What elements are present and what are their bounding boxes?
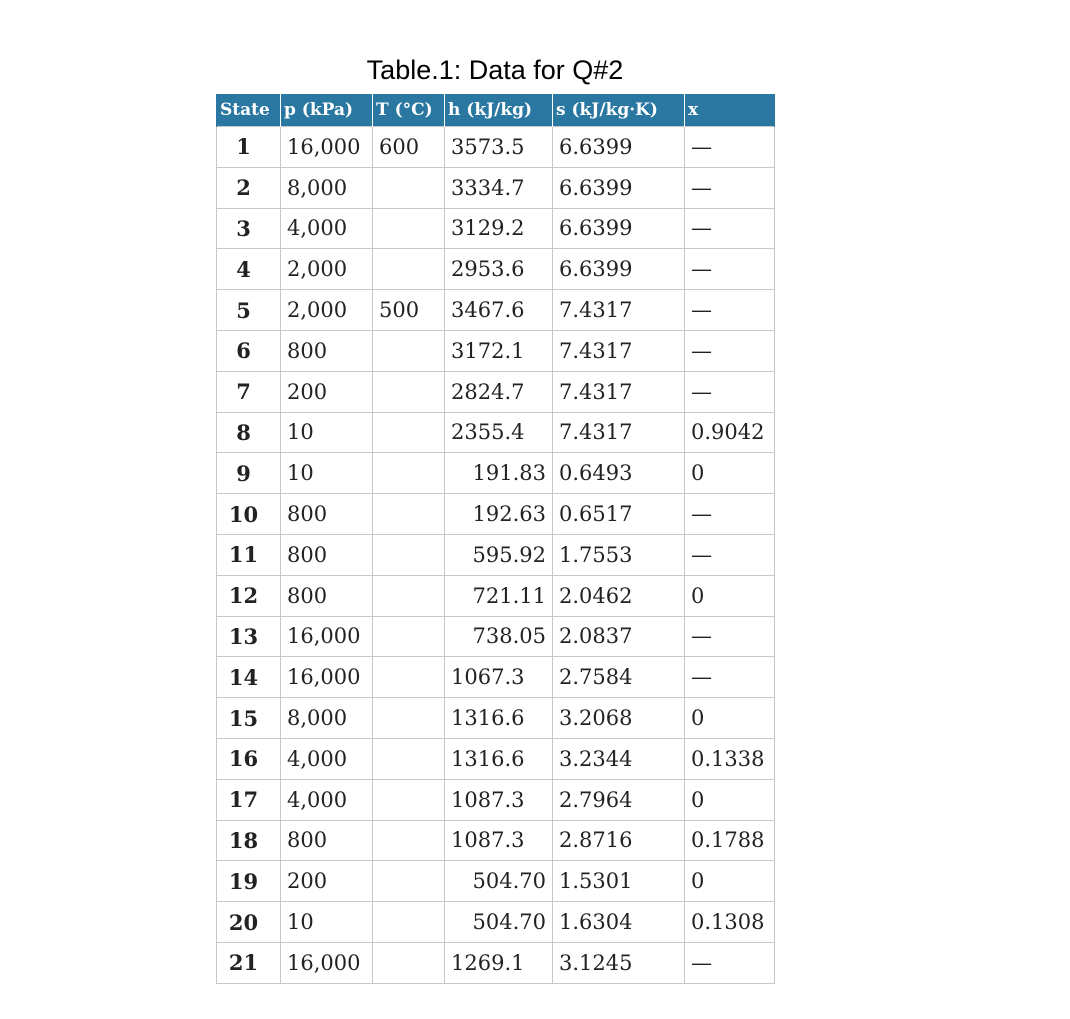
cell-temperature — [373, 208, 445, 249]
cell-state: 10 — [217, 494, 281, 535]
cell-entropy: 7.4317 — [553, 371, 685, 412]
cell-quality: 0 — [685, 453, 775, 494]
cell-state: 17 — [217, 779, 281, 820]
cell-quality: 0.1788 — [685, 820, 775, 861]
cell-pressure: 10 — [281, 902, 373, 943]
data-table — [216, 94, 775, 984]
cell-enthalpy: 721.11 — [445, 575, 553, 616]
cell-state: 6 — [217, 330, 281, 371]
cell-state: 14 — [217, 657, 281, 698]
table-row — [217, 942, 775, 983]
cell-pressure: 4,000 — [281, 208, 373, 249]
table-row — [217, 861, 775, 902]
cell-pressure: 800 — [281, 575, 373, 616]
cell-pressure: 16,000 — [281, 616, 373, 657]
table-header — [217, 94, 775, 127]
table-row — [217, 167, 775, 208]
cell-pressure: 800 — [281, 494, 373, 535]
cell-enthalpy: 1316.6 — [445, 738, 553, 779]
cell-temperature — [373, 412, 445, 453]
cell-quality: 0.1338 — [685, 738, 775, 779]
cell-temperature — [373, 698, 445, 739]
table-row — [217, 657, 775, 698]
cell-quality: — — [685, 127, 775, 168]
cell-entropy: 3.2068 — [553, 698, 685, 739]
cell-enthalpy: 1067.3 — [445, 657, 553, 698]
cell-enthalpy: 738.05 — [445, 616, 553, 657]
table-caption: Table.1: Data for Q#2 — [366, 55, 624, 85]
cell-temperature — [373, 167, 445, 208]
cell-state: 9 — [217, 453, 281, 494]
cell-pressure: 8,000 — [281, 698, 373, 739]
cell-quality: — — [685, 290, 775, 331]
cell-enthalpy: 3573.5 — [445, 127, 553, 168]
table-row — [217, 820, 775, 861]
cell-enthalpy: 504.70 — [445, 861, 553, 902]
cell-state: 7 — [217, 371, 281, 412]
cell-state: 3 — [217, 208, 281, 249]
cell-state: 16 — [217, 738, 281, 779]
table-row — [217, 779, 775, 820]
cell-state: 2 — [217, 167, 281, 208]
cell-pressure: 8,000 — [281, 167, 373, 208]
cell-temperature — [373, 534, 445, 575]
cell-enthalpy: 3172.1 — [445, 330, 553, 371]
cell-state: 13 — [217, 616, 281, 657]
cell-enthalpy: 3467.6 — [445, 290, 553, 331]
cell-entropy: 6.6399 — [553, 167, 685, 208]
cell-temperature — [373, 575, 445, 616]
cell-quality: — — [685, 494, 775, 535]
table-row — [217, 249, 775, 290]
cell-entropy: 1.6304 — [553, 902, 685, 943]
cell-enthalpy: 2953.6 — [445, 249, 553, 290]
cell-quality: — — [685, 616, 775, 657]
cell-temperature — [373, 820, 445, 861]
cell-state: 20 — [217, 902, 281, 943]
cell-temperature — [373, 330, 445, 371]
cell-pressure: 800 — [281, 534, 373, 575]
cell-enthalpy: 1316.6 — [445, 698, 553, 739]
cell-pressure: 2,000 — [281, 290, 373, 331]
cell-temperature: 500 — [373, 290, 445, 331]
cell-entropy: 1.7553 — [553, 534, 685, 575]
column-header-quality: x — [685, 94, 775, 127]
cell-entropy: 3.1245 — [553, 942, 685, 983]
cell-entropy: 7.4317 — [553, 412, 685, 453]
cell-temperature: 600 — [373, 127, 445, 168]
cell-temperature — [373, 942, 445, 983]
cell-entropy: 2.0462 — [553, 575, 685, 616]
cell-temperature — [373, 249, 445, 290]
cell-enthalpy: 3334.7 — [445, 167, 553, 208]
cell-quality: 0.1308 — [685, 902, 775, 943]
cell-enthalpy: 1269.1 — [445, 942, 553, 983]
cell-state: 11 — [217, 534, 281, 575]
cell-entropy: 7.4317 — [553, 290, 685, 331]
column-header-state: State — [217, 94, 281, 127]
cell-enthalpy: 191.83 — [445, 453, 553, 494]
table-row — [217, 290, 775, 331]
cell-enthalpy: 2355.4 — [445, 412, 553, 453]
cell-entropy: 1.5301 — [553, 861, 685, 902]
cell-entropy: 2.7964 — [553, 779, 685, 820]
cell-state: 4 — [217, 249, 281, 290]
table-row — [217, 494, 775, 535]
table-row — [217, 453, 775, 494]
table-row — [217, 127, 775, 168]
cell-state: 15 — [217, 698, 281, 739]
cell-pressure: 800 — [281, 330, 373, 371]
cell-quality: — — [685, 167, 775, 208]
column-header-entropy: s (kJ/kg·K) — [553, 94, 685, 127]
cell-pressure: 16,000 — [281, 127, 373, 168]
cell-pressure: 10 — [281, 453, 373, 494]
column-header-pressure: p (kPa) — [281, 94, 373, 127]
cell-pressure: 4,000 — [281, 779, 373, 820]
cell-state: 8 — [217, 412, 281, 453]
cell-temperature — [373, 494, 445, 535]
cell-enthalpy: 1087.3 — [445, 779, 553, 820]
cell-temperature — [373, 738, 445, 779]
table-row — [217, 330, 775, 371]
cell-pressure: 800 — [281, 820, 373, 861]
cell-quality: 0 — [685, 779, 775, 820]
cell-enthalpy: 1087.3 — [445, 820, 553, 861]
cell-enthalpy: 3129.2 — [445, 208, 553, 249]
table-row — [217, 738, 775, 779]
cell-temperature — [373, 657, 445, 698]
cell-pressure: 16,000 — [281, 657, 373, 698]
table-row — [217, 412, 775, 453]
cell-pressure: 2,000 — [281, 249, 373, 290]
cell-enthalpy: 504.70 — [445, 902, 553, 943]
cell-pressure: 16,000 — [281, 942, 373, 983]
table-row — [217, 371, 775, 412]
cell-temperature — [373, 779, 445, 820]
cell-quality: 0 — [685, 861, 775, 902]
cell-state: 5 — [217, 290, 281, 331]
cell-pressure: 10 — [281, 412, 373, 453]
table-row — [217, 534, 775, 575]
cell-entropy: 2.8716 — [553, 820, 685, 861]
cell-entropy: 2.7584 — [553, 657, 685, 698]
cell-state: 12 — [217, 575, 281, 616]
cell-quality: — — [685, 657, 775, 698]
column-header-enthalpy: h (kJ/kg) — [445, 94, 553, 127]
cell-quality: 0 — [685, 575, 775, 616]
cell-quality: 0 — [685, 698, 775, 739]
table-body — [217, 127, 775, 984]
cell-pressure: 200 — [281, 861, 373, 902]
cell-enthalpy: 595.92 — [445, 534, 553, 575]
table-row — [217, 698, 775, 739]
cell-entropy: 3.2344 — [553, 738, 685, 779]
cell-entropy: 6.6399 — [553, 127, 685, 168]
cell-temperature — [373, 861, 445, 902]
cell-temperature — [373, 902, 445, 943]
cell-temperature — [373, 371, 445, 412]
cell-entropy: 0.6493 — [553, 453, 685, 494]
table-row — [217, 575, 775, 616]
cell-pressure: 200 — [281, 371, 373, 412]
cell-pressure: 4,000 — [281, 738, 373, 779]
header-row — [217, 94, 775, 127]
cell-state: 1 — [217, 127, 281, 168]
cell-quality: — — [685, 371, 775, 412]
cell-quality: — — [685, 330, 775, 371]
cell-entropy: 6.6399 — [553, 249, 685, 290]
table-row — [217, 902, 775, 943]
column-header-temperature: T (°C) — [373, 94, 445, 127]
cell-state: 18 — [217, 820, 281, 861]
cell-temperature — [373, 453, 445, 494]
cell-enthalpy: 2824.7 — [445, 371, 553, 412]
cell-state: 19 — [217, 861, 281, 902]
cell-state: 21 — [217, 942, 281, 983]
cell-entropy: 6.6399 — [553, 208, 685, 249]
table-row — [217, 616, 775, 657]
cell-enthalpy: 192.63 — [445, 494, 553, 535]
cell-quality: — — [685, 249, 775, 290]
cell-quality: — — [685, 208, 775, 249]
table-row — [217, 208, 775, 249]
cell-entropy: 7.4317 — [553, 330, 685, 371]
cell-temperature — [373, 616, 445, 657]
cell-entropy: 2.0837 — [553, 616, 685, 657]
cell-entropy: 0.6517 — [553, 494, 685, 535]
cell-quality: — — [685, 942, 775, 983]
cell-quality: 0.9042 — [685, 412, 775, 453]
cell-quality: — — [685, 534, 775, 575]
